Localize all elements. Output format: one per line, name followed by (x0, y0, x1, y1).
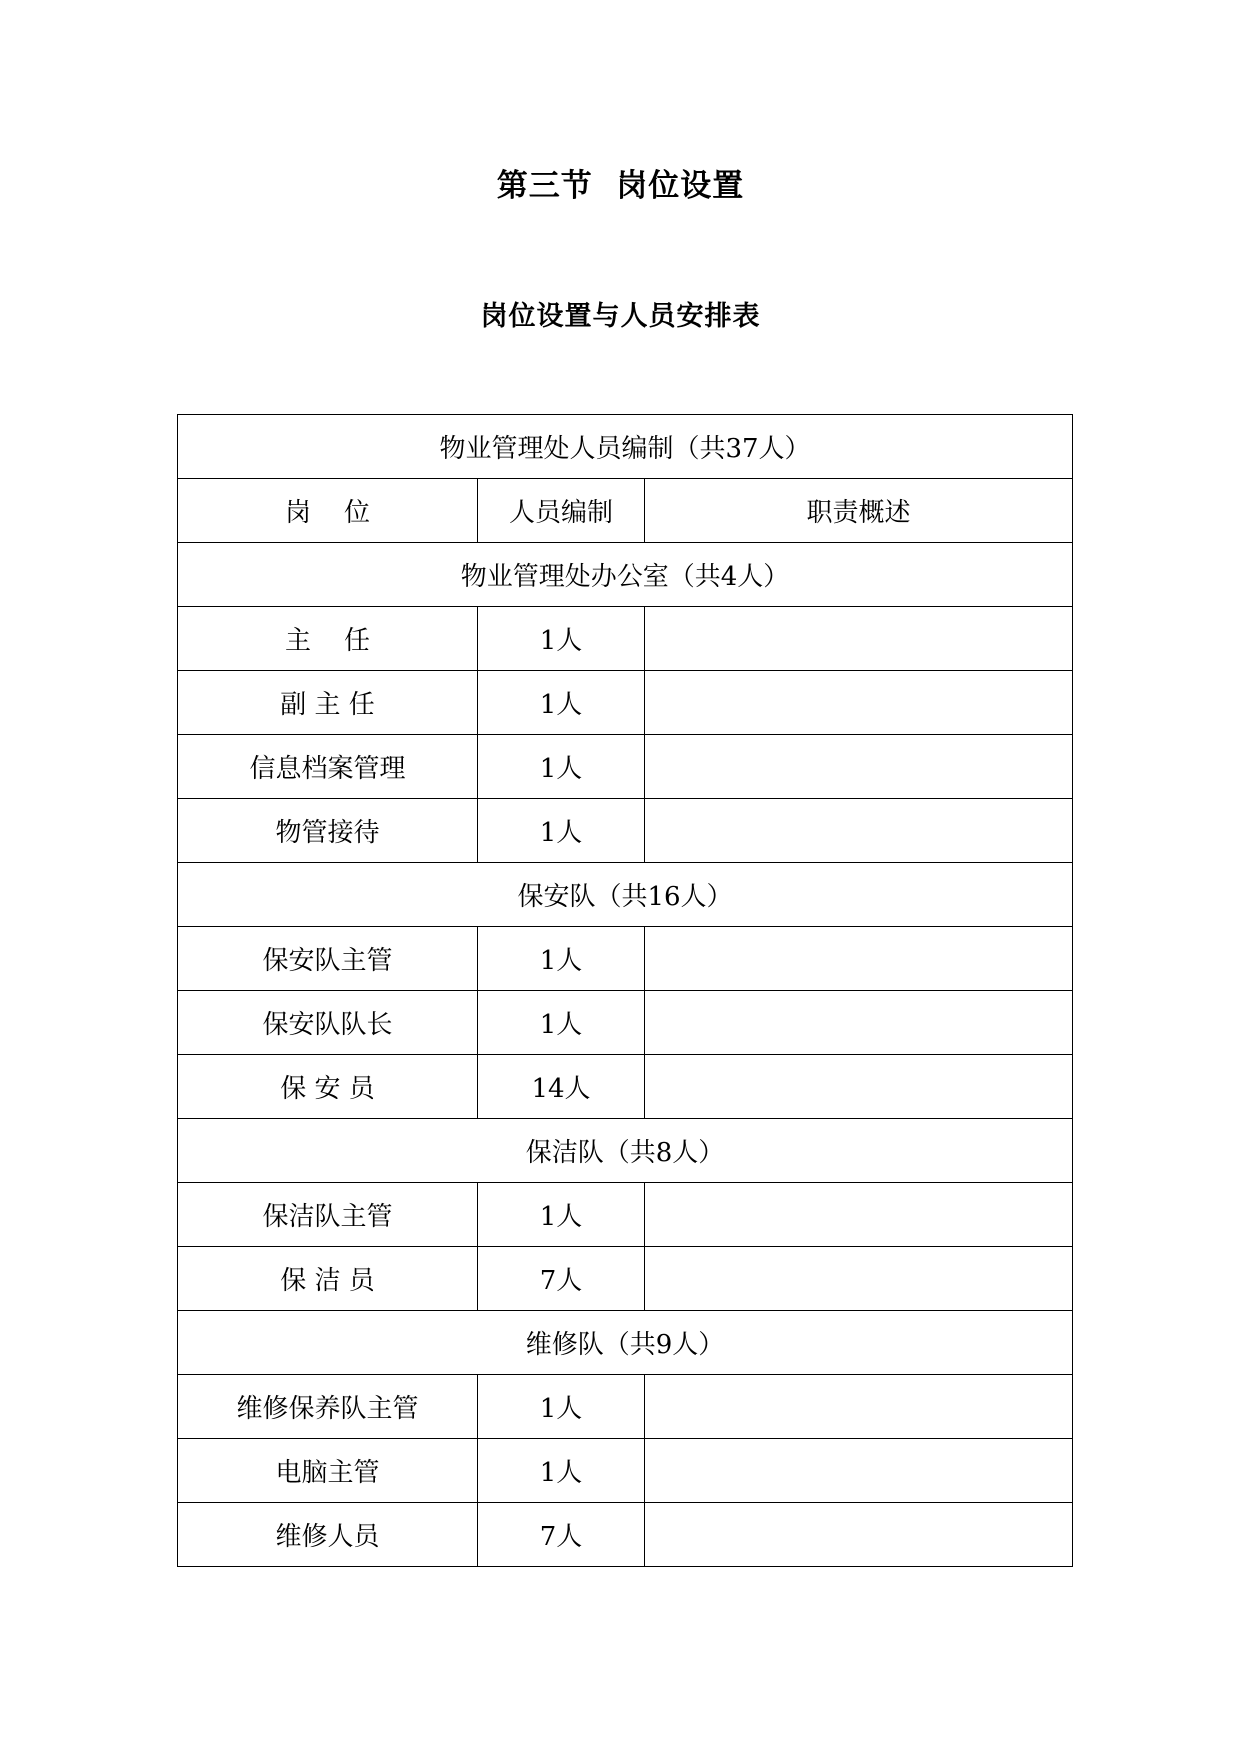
staffing-table (177, 414, 1073, 1567)
group-header-row (178, 863, 1073, 927)
headcount-cell: 14人 (478, 1055, 645, 1119)
duty-cell (645, 991, 1073, 1055)
position-cell: 保安队主管 (178, 927, 478, 991)
duty-cell (645, 927, 1073, 991)
table-row (178, 671, 1073, 735)
position-cell: 维修人员 (178, 1503, 478, 1567)
position-cell: 保 洁 员 (178, 1247, 478, 1311)
table-row (178, 1183, 1073, 1247)
position-cell: 维修保养队主管 (178, 1375, 478, 1439)
table-row (178, 735, 1073, 799)
group-header-row (178, 1311, 1073, 1375)
headcount-cell: 1人 (478, 1183, 645, 1247)
table-row (178, 1503, 1073, 1567)
duty-cell (645, 1375, 1073, 1439)
group-name: 物业管理处办公室（共4人） (178, 543, 1073, 607)
position-cell: 信息档案管理 (178, 735, 478, 799)
table-row (178, 1439, 1073, 1503)
duty-cell (645, 1247, 1073, 1311)
headcount-cell: 1人 (478, 607, 645, 671)
table-caption-row (178, 415, 1073, 479)
headcount-cell: 1人 (478, 799, 645, 863)
duty-cell (645, 607, 1073, 671)
duty-cell (645, 1055, 1073, 1119)
position-cell: 副 主 任 (178, 671, 478, 735)
headcount-cell: 1人 (478, 1439, 645, 1503)
table-header-row (178, 479, 1073, 543)
position-cell: 保洁队主管 (178, 1183, 478, 1247)
group-name: 保洁队（共8人） (178, 1119, 1073, 1183)
table-row (178, 1247, 1073, 1311)
table-title: 岗位设置与人员安排表 (480, 301, 761, 332)
headcount-cell: 7人 (478, 1247, 645, 1311)
table-row (178, 991, 1073, 1055)
table-row (178, 799, 1073, 863)
headcount-cell: 1人 (478, 671, 645, 735)
table-row (178, 1055, 1073, 1119)
headcount-cell: 1人 (478, 927, 645, 991)
duty-cell (645, 1439, 1073, 1503)
duty-cell (645, 1183, 1073, 1247)
position-cell: 保 安 员 (178, 1055, 478, 1119)
header-duty: 职责概述 (645, 479, 1073, 543)
headcount-cell: 7人 (478, 1503, 645, 1567)
group-name: 保安队（共16人） (178, 863, 1073, 927)
position-cell: 物管接待 (178, 799, 478, 863)
section-title: 第三节 岗位设置 (496, 168, 745, 204)
duty-cell (645, 735, 1073, 799)
group-header-row (178, 1119, 1073, 1183)
headcount-cell: 1人 (478, 1375, 645, 1439)
position-cell: 保安队队长 (178, 991, 478, 1055)
group-header-row (178, 543, 1073, 607)
duty-cell (645, 1503, 1073, 1567)
header-headcount: 人员编制 (478, 479, 645, 543)
table-row (178, 1375, 1073, 1439)
position-cell: 主 任 (178, 607, 478, 671)
group-name: 维修队（共9人） (178, 1311, 1073, 1375)
duty-cell (645, 671, 1073, 735)
table-caption: 物业管理处人员编制（共37人） (178, 415, 1073, 479)
table-row (178, 927, 1073, 991)
headcount-cell: 1人 (478, 735, 645, 799)
table-row (178, 607, 1073, 671)
position-cell: 电脑主管 (178, 1439, 478, 1503)
header-position: 岗 位 (178, 479, 478, 543)
headcount-cell: 1人 (478, 991, 645, 1055)
duty-cell (645, 799, 1073, 863)
